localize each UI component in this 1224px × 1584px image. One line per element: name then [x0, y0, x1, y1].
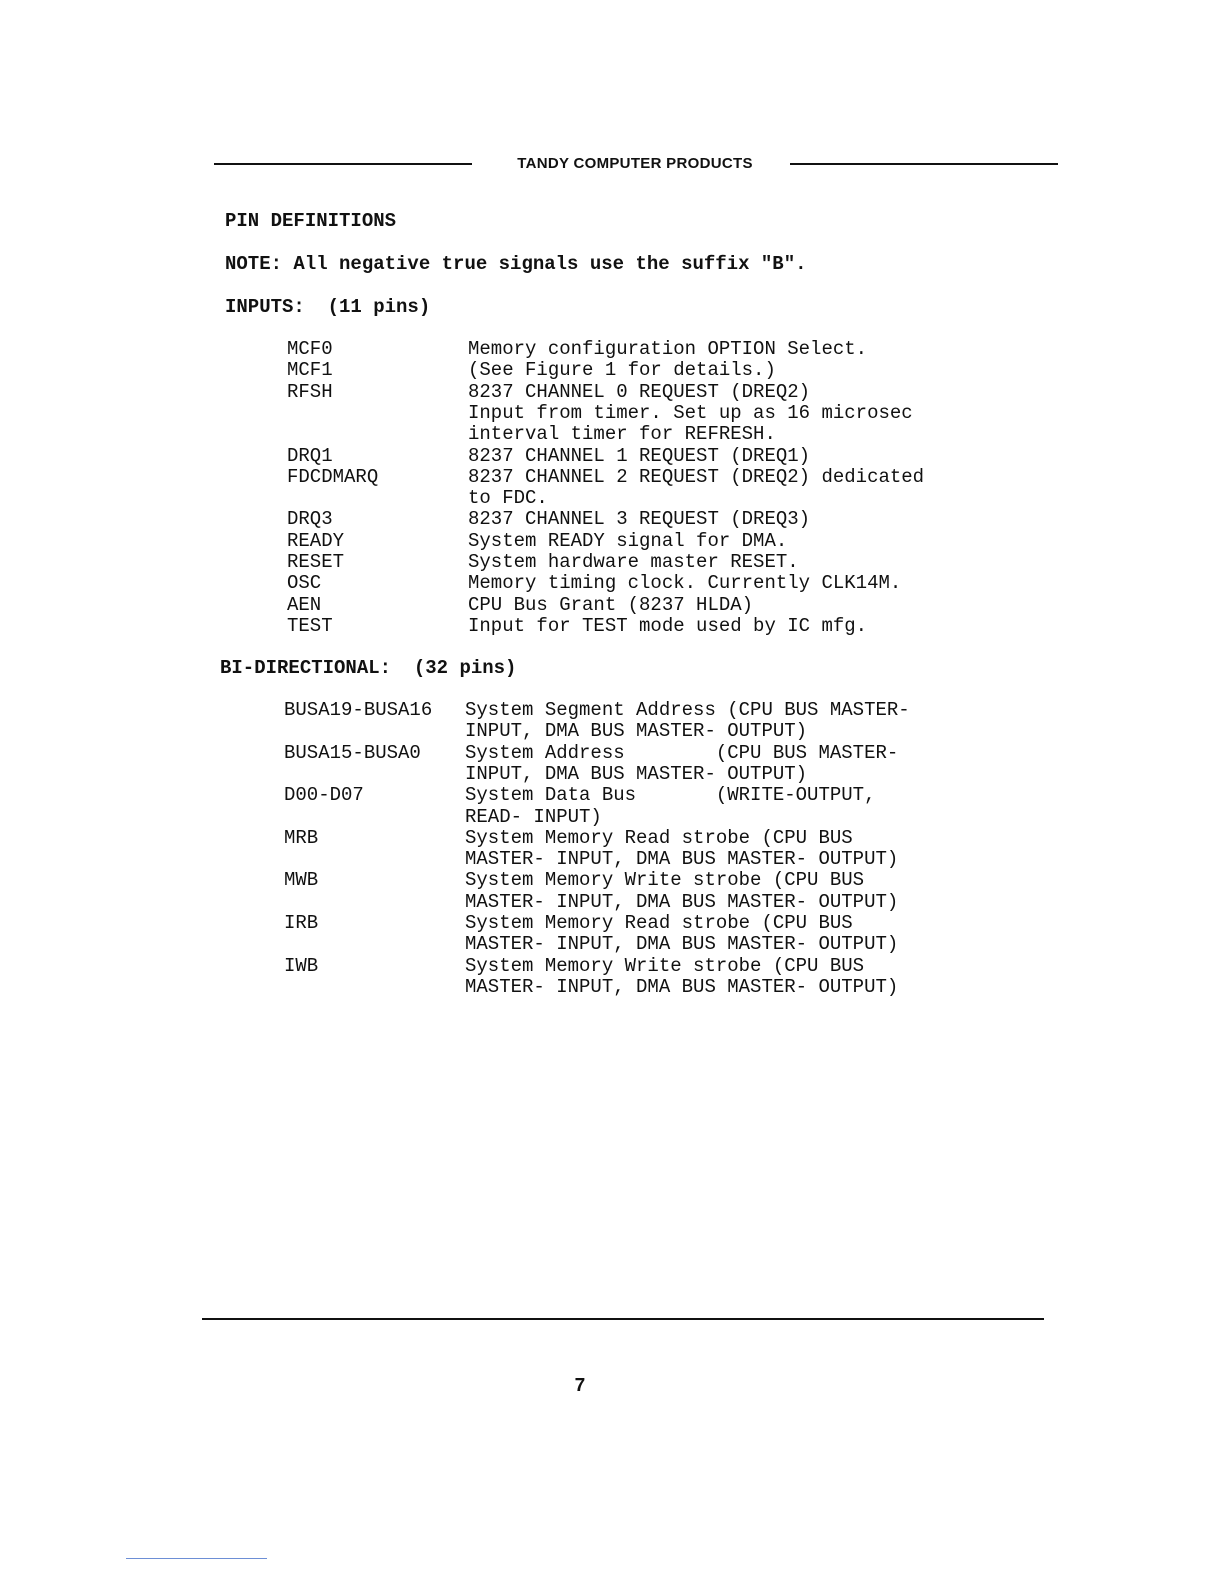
page-number: 7 — [574, 1375, 586, 1397]
pin-description-line: 8237 CHANNEL 1 REQUEST (DREQ1) — [468, 444, 811, 467]
pin-name: MWB — [284, 869, 319, 892]
pin-description-line: INPUT, DMA BUS MASTER- OUTPUT) — [465, 720, 808, 743]
bidirectional-heading: BI-DIRECTIONAL: (32 pins) — [220, 657, 517, 679]
pin-description-line: System Address (CPU BUS MASTER- — [465, 741, 899, 764]
pin-name: IRB — [284, 912, 319, 934]
pin-description-line: System READY signal for DMA. — [468, 529, 788, 552]
pin-name: READY — [287, 529, 345, 552]
pin-name: IWB — [284, 954, 319, 977]
note-text: NOTE: All negative true signals use the suffix "B". — [225, 253, 807, 275]
pin-description-line: System Memory Write strobe (CPU BUS — [465, 954, 865, 977]
pin-name: BUSA15-BUSA0 — [284, 741, 421, 764]
pin-name: DRQ1 — [287, 444, 333, 467]
pin-name: BUSA19-BUSA16 — [284, 699, 433, 721]
pin-description-line: 8237 CHANNEL 3 REQUEST (DREQ3) — [468, 508, 811, 531]
section-title: PIN DEFINITIONS — [225, 210, 397, 232]
page-header — [214, 154, 1058, 174]
pin-name: MCF0 — [287, 338, 333, 360]
pin-description-line: System Data Bus (WRITE-OUTPUT, — [465, 784, 876, 807]
pin-description-line: interval timer for REFRESH. — [468, 423, 776, 446]
pin-description-line: System hardware master RESET. — [468, 551, 799, 573]
pin-name: TEST — [287, 614, 333, 637]
pin-name: RESET — [287, 551, 345, 573]
pin-description-line: MASTER- INPUT, DMA BUS MASTER- OUTPUT) — [465, 848, 899, 871]
pin-name: OSC — [287, 572, 322, 595]
inputs-heading: INPUTS: (11 pins) — [225, 296, 431, 318]
pin-description-line: to FDC. — [468, 487, 548, 510]
pin-description-line: Memory timing clock. Currently CLK14M. — [468, 572, 902, 595]
pin-description-line: MASTER- INPUT, DMA BUS MASTER- OUTPUT) — [465, 890, 899, 913]
pin-description-line: Memory configuration OPTION Select. — [468, 338, 868, 360]
pin-name: AEN — [287, 593, 322, 616]
pin-description-line: MASTER- INPUT, DMA BUS MASTER- OUTPUT) — [465, 975, 899, 998]
header-rule-left — [214, 163, 472, 165]
pin-description-line: Input from timer. Set up as 16 microsec — [468, 401, 913, 424]
pin-description-line: System Memory Read strobe (CPU BUS — [465, 912, 853, 934]
pin-description-line: System Memory Write strobe (CPU BUS — [465, 869, 865, 892]
header-rule-right — [790, 163, 1058, 165]
pin-description-line: 8237 CHANNEL 0 REQUEST (DREQ2) — [468, 380, 811, 403]
pin-description-line: INPUT, DMA BUS MASTER- OUTPUT) — [465, 762, 808, 785]
corner-mark — [126, 1558, 267, 1559]
pin-name: MCF1 — [287, 359, 333, 382]
pin-description-line: MASTER- INPUT, DMA BUS MASTER- OUTPUT) — [465, 933, 899, 956]
pin-name: DRQ3 — [287, 508, 333, 531]
footer-rule — [202, 1318, 1044, 1320]
pin-description-line: System Segment Address (CPU BUS MASTER- — [465, 699, 910, 721]
pin-name: MRB — [284, 826, 319, 849]
header-title: TANDY COMPUTER PRODUCTS — [517, 155, 753, 172]
pin-name: FDCDMARQ — [287, 465, 379, 488]
pin-name: RFSH — [287, 380, 333, 403]
pin-description-line: CPU Bus Grant (8237 HLDA) — [468, 593, 754, 616]
pin-description-line: Input for TEST mode used by IC mfg. — [468, 614, 868, 637]
pin-description-line: (See Figure 1 for details.) — [468, 359, 776, 382]
pin-name: D00-D07 — [284, 784, 364, 807]
pin-description-line: READ- INPUT) — [465, 805, 602, 828]
pin-description-line: 8237 CHANNEL 2 REQUEST (DREQ2) dedicated — [468, 465, 925, 488]
pin-description-line: System Memory Read strobe (CPU BUS — [465, 826, 853, 849]
